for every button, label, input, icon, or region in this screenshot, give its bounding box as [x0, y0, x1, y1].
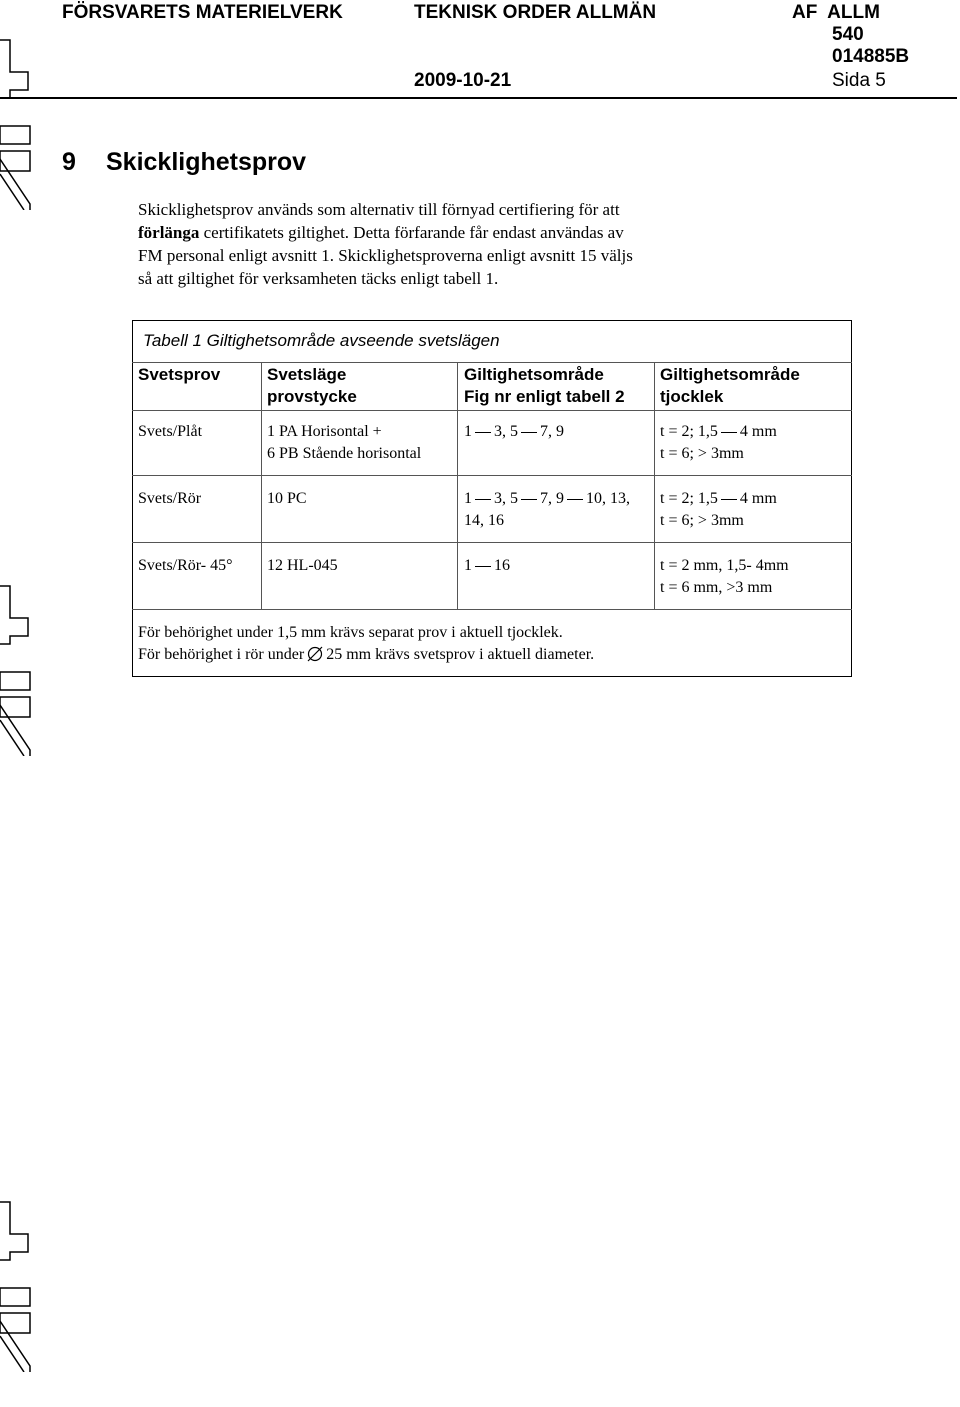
table-cell: Svets/Plåt	[138, 423, 203, 440]
table-cell	[660, 488, 777, 532]
table-cell: Svets/Rör- 45°	[138, 557, 233, 574]
cell-line: 6 PB Stående horisontal	[267, 445, 422, 462]
cell-line: 14, 16	[464, 512, 504, 529]
table-caption: Tabell 1 Giltighetsområde avseende svetslägen	[143, 331, 500, 350]
table-cell	[267, 421, 421, 465]
range-dash	[475, 499, 491, 500]
column-header	[660, 364, 800, 408]
table-cell	[464, 421, 564, 443]
header-line: Giltighetsområde	[660, 365, 800, 384]
doc-type: TEKNISK ORDER ALLMÄN	[414, 2, 657, 23]
margin-mark-icon	[0, 34, 34, 210]
header-line: tjocklek	[660, 387, 724, 406]
doc-date: 2009-10-21	[414, 70, 512, 91]
cell-line: t = 6 mm, >3 mm	[660, 579, 773, 596]
column-header	[138, 364, 220, 386]
cell-text: t = 2; 1,5	[660, 490, 718, 507]
table-rule	[132, 362, 852, 363]
range-dash	[521, 499, 537, 500]
column-header	[464, 364, 625, 408]
cell-text: t = 2; 1,5	[660, 423, 718, 440]
cell-text: 4 mm	[739, 490, 777, 507]
section-heading	[62, 147, 306, 177]
range-dash	[721, 432, 737, 433]
doc-number: 540	[832, 24, 864, 45]
cell-text: 1	[464, 423, 472, 440]
org-name: FÖRSVARETS MATERIELVERK	[62, 2, 343, 23]
table-rule	[457, 362, 458, 609]
paragraph-line: så att giltighet för verksamheten täcks enligt tabell 1.	[138, 269, 499, 288]
range-dash	[475, 432, 491, 433]
cell-text: 3, 5	[494, 423, 518, 440]
table-rule	[261, 362, 262, 609]
paragraph-text: certifikatets giltighet. Detta förfarande får endast användas av	[199, 223, 624, 242]
paragraph-line: Skicklighetsprov används som alternativ till förnyad certifiering för att	[138, 200, 620, 219]
cell-line: t = 6; > 3mm	[660, 512, 744, 529]
table-cell: 10 PC	[267, 490, 307, 507]
section-title: Skicklighetsprov	[106, 148, 307, 176]
table-cell	[660, 421, 777, 465]
cell-text: 1	[464, 490, 472, 507]
header-line: Giltighetsområde	[464, 365, 604, 384]
table-rule	[132, 475, 852, 476]
range-dash	[721, 499, 737, 500]
paragraph-line	[138, 221, 738, 244]
note-text: För behörighet i rör under	[138, 646, 305, 663]
cell-line	[660, 488, 777, 510]
table-notes	[138, 622, 594, 666]
table-cell	[660, 555, 789, 599]
page-number: Sida 5	[832, 70, 886, 91]
margin-mark-icon	[0, 580, 34, 756]
cell-line	[660, 421, 777, 443]
cell-line: t = 6; > 3mm	[660, 445, 744, 462]
note-line	[138, 644, 594, 666]
doc-id: 014885B	[832, 46, 910, 67]
margin-mark-icon	[0, 1196, 34, 1372]
range-dash	[521, 432, 537, 433]
cell-text: 3, 5	[494, 490, 518, 507]
table-cell: 12 HL-045	[267, 557, 338, 574]
paragraph-line: FM personal enligt avsnitt 1. Skicklighetsproverna enligt avsnitt 15 väljs	[138, 246, 633, 265]
column-header	[267, 364, 357, 408]
range-dash	[475, 566, 491, 567]
header-line: provstycke	[267, 387, 357, 406]
doc-code: AF ALLM	[792, 2, 880, 23]
cell-line: 1 PA Horisontal +	[267, 423, 382, 440]
cell-text: 1	[464, 557, 472, 574]
range-dash	[567, 499, 583, 500]
header-line: Svetsläge	[267, 365, 347, 384]
table-rule	[654, 362, 655, 609]
cell-text: 10, 13,	[586, 490, 630, 507]
section-number: 9	[62, 148, 76, 176]
table-cell	[464, 488, 630, 532]
table-rule	[132, 410, 852, 411]
cell-text: 7, 9	[540, 490, 564, 507]
table-cell	[464, 555, 510, 577]
header-line: Svetsprov	[138, 365, 221, 384]
cell-text: 4 mm	[739, 423, 777, 440]
header-rule	[0, 97, 957, 99]
note-line: För behörighet under 1,5 mm krävs separat prov i aktuell tjocklek.	[138, 624, 563, 641]
table-rule	[132, 542, 852, 543]
cell-line	[464, 488, 630, 510]
cell-text: 16	[494, 557, 510, 574]
header-line: Fig nr enligt tabell 2	[464, 387, 625, 406]
cell-text: 7, 9	[540, 423, 564, 440]
table-cell: Svets/Rör	[138, 490, 202, 507]
cell-line: t = 2 mm, 1,5- 4mm	[660, 557, 789, 574]
diameter-icon	[307, 646, 323, 662]
intro-paragraph	[138, 198, 738, 290]
table-rule	[132, 609, 852, 610]
bold-word: förlänga	[138, 223, 200, 242]
note-text: 25 mm krävs svetsprov i aktuell diameter.	[326, 646, 595, 663]
